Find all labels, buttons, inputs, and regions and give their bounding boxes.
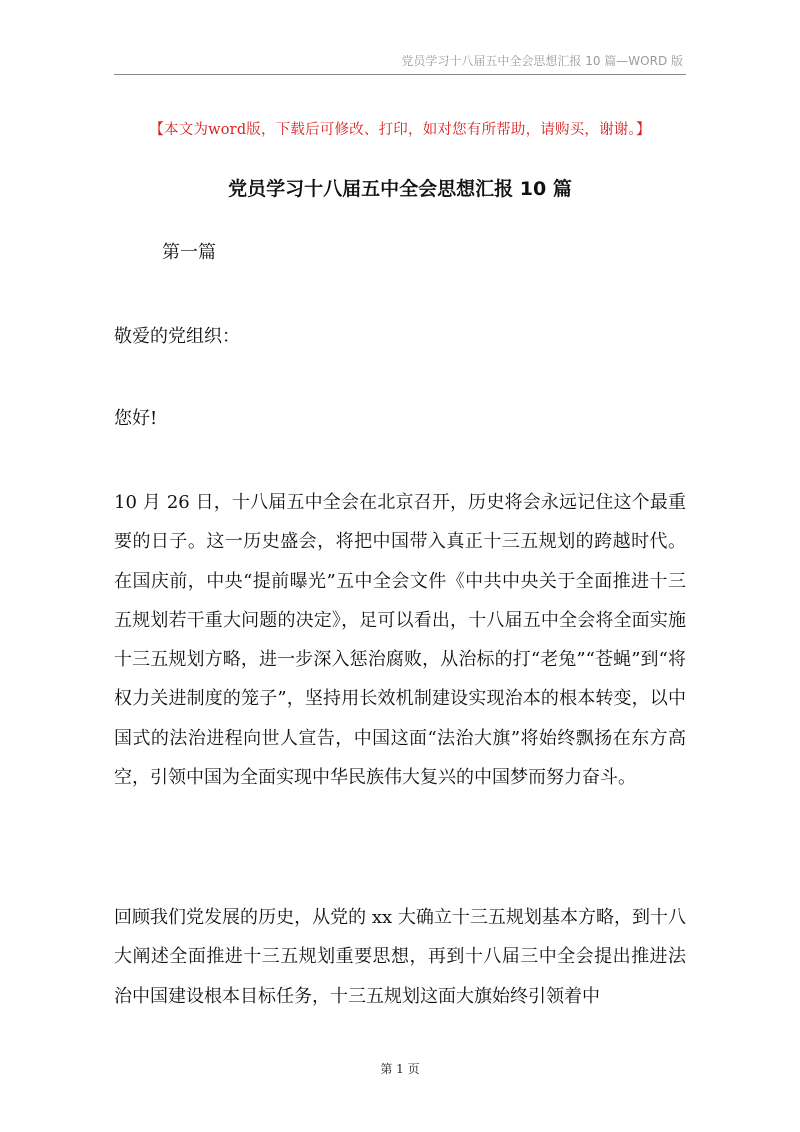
- section-heading: 第一篇: [162, 242, 216, 263]
- document-title: 党员学习十八届五中全会思想汇报 10 篇: [228, 178, 572, 200]
- page-number: 第 1 页: [380, 1062, 420, 1076]
- running-header: 党员学习十八届五中全会思想汇报 10 篇—WORD 版: [401, 54, 683, 68]
- body-paragraph-1: 10 月 26 日，十八届五中全会在北京召开，历史将会永远记住这个最重要的日子。这一历史盛会，将把中国带入真正十三五规划的跨越时代。在国庆前，中央“提前曝光”五中全会文件《中共中央关于全面推进十三五规划若干重大问题的决定》，足可以看出，十八届五中全会将全面实施十三五规划方略，进一步深入惩治腐败，从治标的打“老兔”“苍蝇”到“将权力关进制度的笼子”，坚持用长效机制建设实现治本的根本转变，以中国式的法治进程向世人宣告，中国这面“法治大旗”将始终飘扬在东方高空，引领中国为全面实现中华民族伟大复兴的中国梦而努力奋斗。: [114, 492, 686, 789]
- header-divider: [114, 74, 686, 75]
- download-notice: 【本文为word版，下载后可修改、打印，如对您有所帮助，请购买，谢谢。】: [149, 122, 651, 138]
- salutation: 敬爱的党组织：: [114, 326, 240, 347]
- greeting: 您好!: [114, 408, 158, 429]
- body-paragraph-2: 回顾我们党发展的历史，从党的 xx 大确立十三五规划基本方略，到十八大阐述全面推进十三五规划重要思想，再到十八届三中全会提出推进法治中国建设根本目标任务，十三五规划这面大旗始终引领着中: [114, 907, 686, 1007]
